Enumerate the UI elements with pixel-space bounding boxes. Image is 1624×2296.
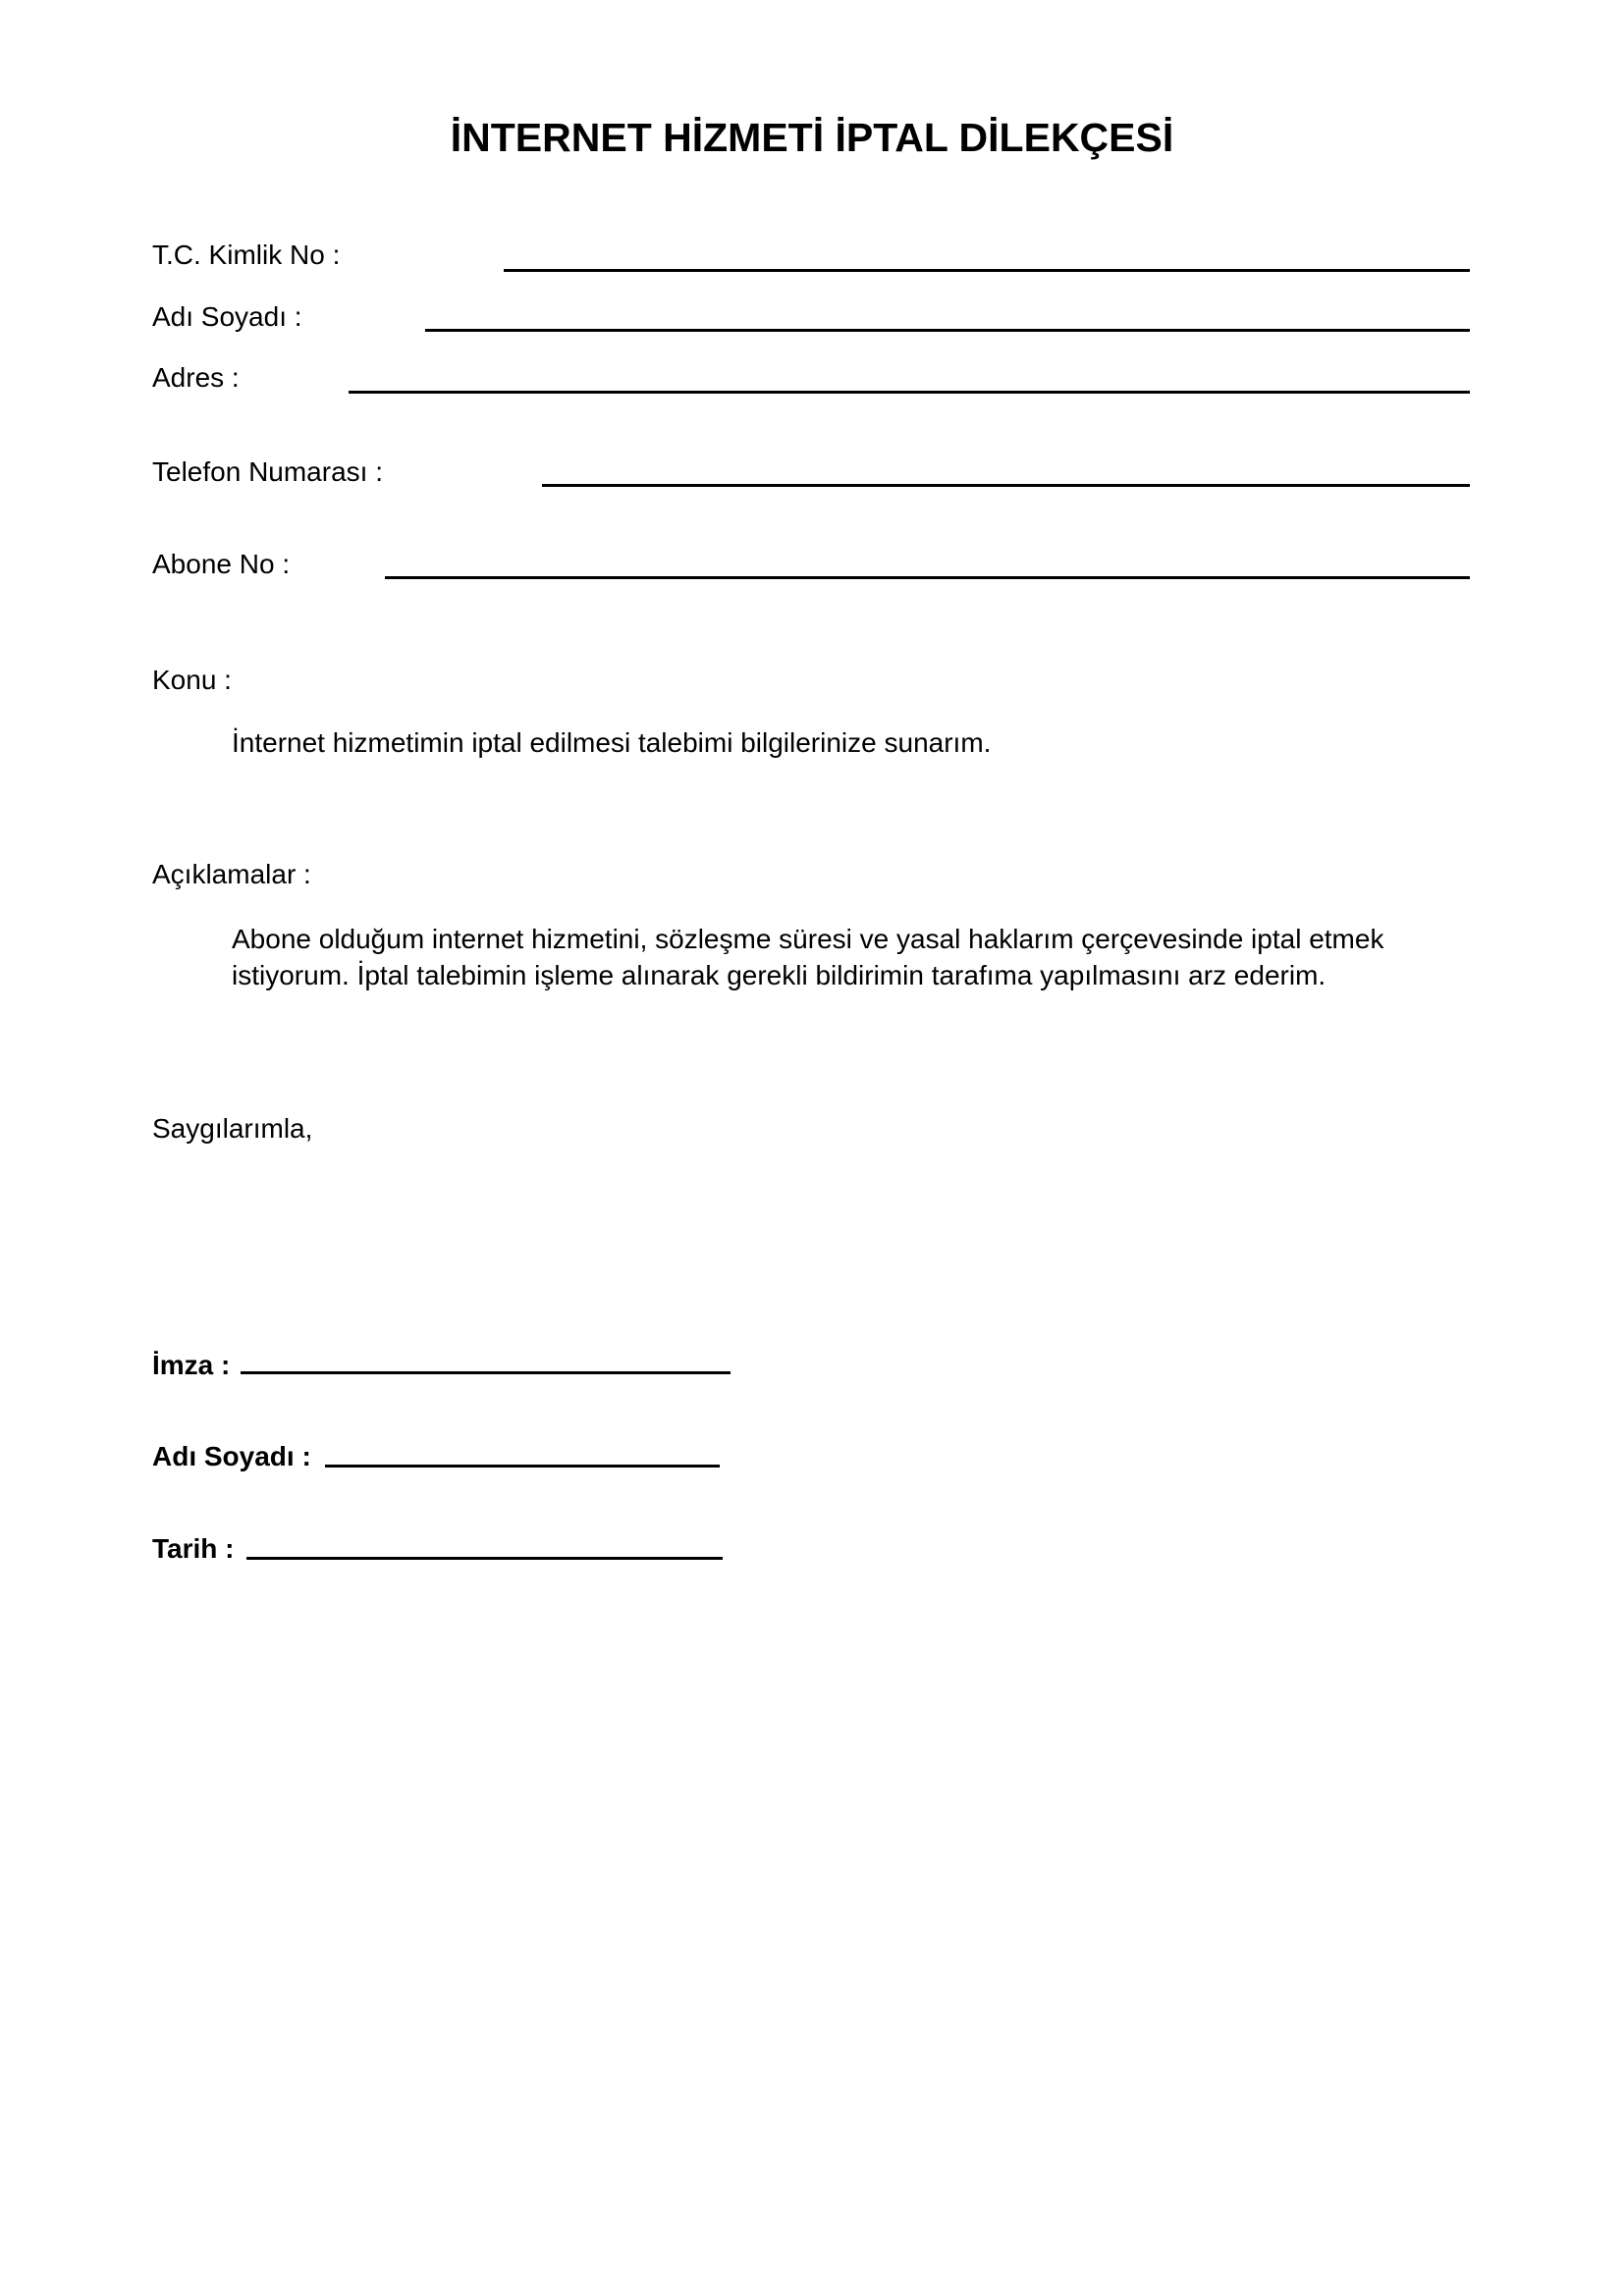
aciklamalar-section-label: Açıklamalar : [152,859,311,889]
tarih-blank[interactable] [246,1529,723,1560]
imza-blank[interactable] [241,1344,731,1374]
document-title: İNTERNET HİZMETİ İPTAL DİLEKÇESİ [450,115,1174,160]
adres-blank[interactable] [349,363,1470,394]
abone-no-blank[interactable] [385,549,1470,579]
signature-adi-soyadi-blank[interactable] [325,1437,720,1468]
konu-text: İnternet hizmetimin iptal edilmesi talebimi bilgilerinize sunarım. [232,727,992,758]
signature-adi-soyadi-label: Adı Soyadı : [152,1441,311,1471]
abone-no-label: Abone No : [152,549,291,579]
adi-soyadi-blank[interactable] [425,301,1470,332]
closing-salutation: Saygılarımla, [152,1113,313,1144]
tc-kimlik-no-label: T.C. Kimlik No : [152,240,341,270]
imza-label: İmza : [152,1350,231,1380]
adi-soyadi-label: Adı Soyadı : [152,301,302,332]
adres-label: Adres : [152,362,240,393]
tarih-label: Tarih : [152,1533,235,1564]
telefon-numarasi-blank[interactable] [542,456,1470,487]
aciklamalar-text: Abone olduğum internet hizmetini, sözleşme süresi ve yasal haklarım çerçevesinde iptal etmek istiyorum. İptal talebimin işleme alınarak gerekli bildirimin tarafıma yapılmasını arz ederim. [232,924,1384,990]
tc-kimlik-no-blank[interactable] [504,241,1470,272]
telefon-numarasi-label: Telefon Numarası : [152,456,383,487]
konu-section-label: Konu : [152,665,232,695]
